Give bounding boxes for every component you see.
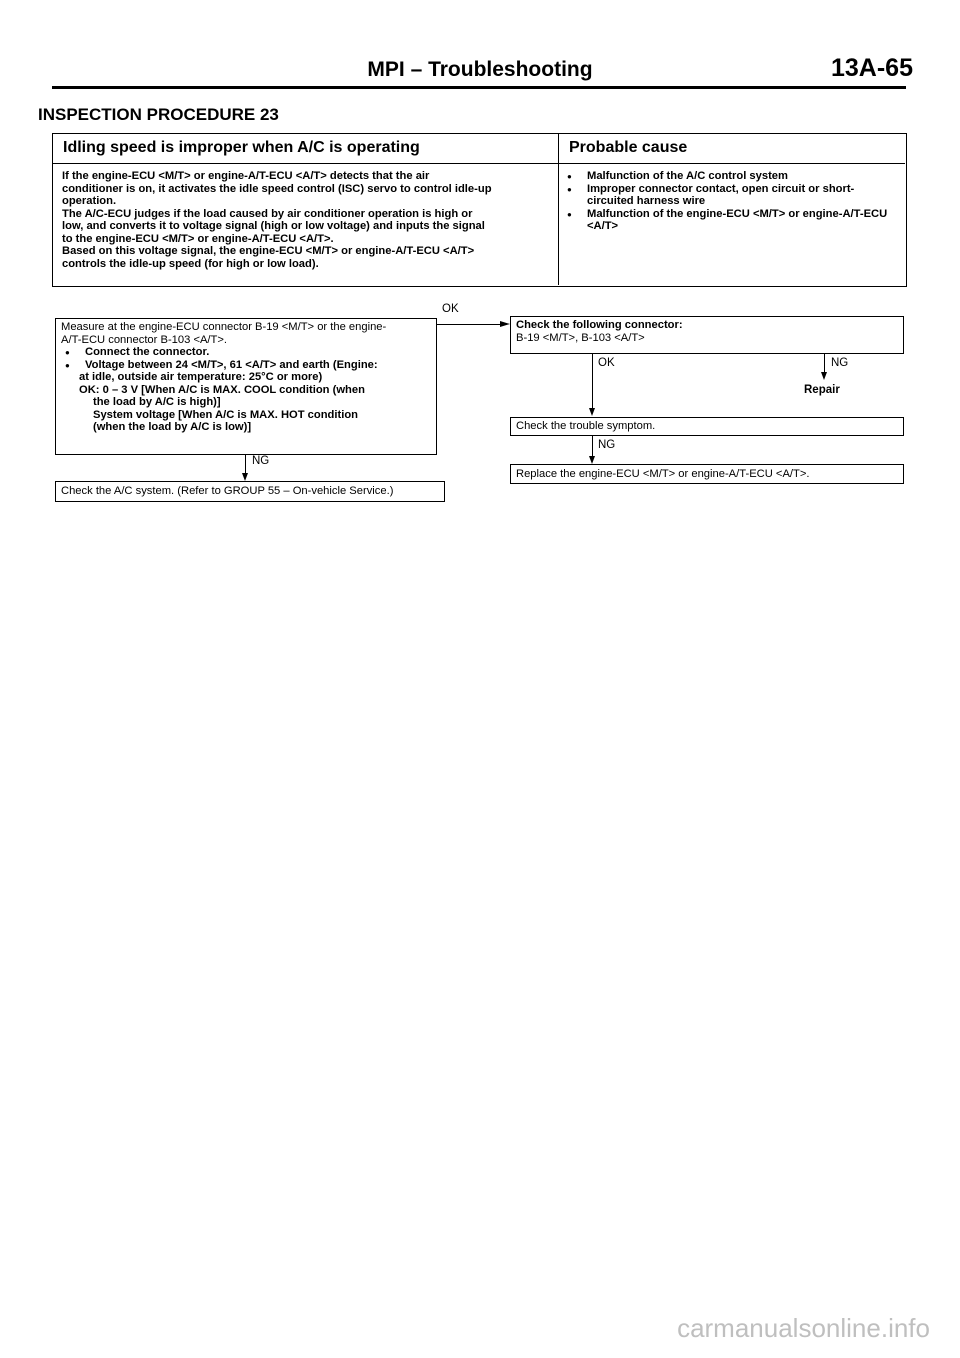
ng-connector-line — [245, 455, 246, 475]
description-line: conditioner is on, it activates the idle speed control (ISC) servo to control idle-up — [62, 182, 492, 195]
trouble-ng-line — [592, 436, 593, 458]
symptom-description — [62, 170, 556, 270]
cause-item: ● Malfunction of the A/C control system — [563, 170, 893, 183]
description-line: Based on this voltage signal, the engine-ECU <M/T> or engine-A/T-ECU <A/T> — [62, 245, 475, 257]
description-line: low, and converts it to voltage signal (high or low voltage) and inputs the signal — [62, 220, 485, 232]
table-header-divider — [53, 163, 905, 164]
check-ac-system-box: Check the A/C system. (Refer to GROUP 55 – On-vehicle Service.) — [55, 481, 445, 502]
description-line: operation. — [62, 195, 117, 207]
description-line: The A/C-ECU judges if the load caused by air conditioner operation is high or — [62, 207, 473, 220]
ok-criterion-label: OK: — [79, 383, 100, 396]
procedure-title: INSPECTION PROCEDURE 23 — [38, 105, 279, 124]
probable-cause-list — [563, 170, 893, 233]
ng-arrow-head — [242, 473, 248, 481]
connector-ng-arrow — [821, 372, 827, 380]
ok-arrow-head — [500, 321, 510, 327]
measure-bullet: ● Connect the connector. — [61, 346, 431, 359]
description-line: If the engine-ECU <M/T> or engine-A/T-ECU <A/T> detects that the air — [62, 170, 430, 182]
summary-table — [52, 133, 907, 287]
connector-line: B-19 <M/T>, B-103 <A/T> — [516, 331, 645, 344]
connector-ng-label: NG — [831, 357, 849, 369]
connector-ok-label: OK — [598, 357, 615, 369]
measure-line: Measure at the engine-ECU connector B-19 <M/T> or the engine- — [61, 321, 387, 333]
trouble-symptom-box: Check the trouble symptom. — [510, 417, 904, 436]
connector-line: Check the following connector: — [516, 319, 683, 331]
connector-ok-arrow — [589, 408, 595, 416]
cause-item: ● Improper connector contact, open circuit or short-circuited harness wire — [563, 183, 893, 208]
measure-ok-criterion — [61, 384, 431, 397]
description-line: to the engine-ECU <M/T> or engine-A/T-ECU <A/T>. — [62, 232, 334, 245]
watermark: carmanualsonline.info — [677, 1313, 930, 1343]
description-line: controls the idle-up speed (for high or low load). — [62, 257, 319, 270]
trouble-ng-arrow — [589, 456, 595, 464]
measure-bullets — [61, 346, 431, 371]
page-number: 13A-65 — [831, 54, 913, 82]
trouble-ng-label: NG — [598, 439, 616, 451]
page-header-title: MPI – Troubleshooting — [367, 58, 593, 81]
measure-step-box — [55, 318, 437, 455]
measure-line: at idle, outside air temperature: 25°C or more) — [79, 371, 323, 383]
ok-criterion-value: 0 – 3 V [When A/C is MAX. COOL condition (when — [102, 383, 365, 396]
header-rule — [52, 86, 906, 89]
repair-label: Repair — [804, 384, 840, 396]
measure-line: the load by A/C is high)] — [93, 396, 221, 408]
symptom-header: Idling speed is improper when A/C is operating — [63, 139, 420, 156]
connector-ng-line — [824, 354, 825, 374]
replace-ecu-box: Replace the engine-ECU <M/T> or engine-A/T-ECU <A/T>. — [510, 464, 904, 484]
connector-ok-line — [592, 354, 593, 410]
cause-item: ● Malfunction of the engine-ECU <M/T> or engine-A/T-ECU <A/T> — [563, 208, 893, 233]
measure-line: A/T-ECU connector B-103 <A/T>. — [61, 333, 228, 346]
ok-connector-line — [437, 324, 503, 325]
probable-cause-header: Probable cause — [569, 139, 688, 156]
connector-check-box — [510, 316, 904, 354]
measure-line: System voltage [When A/C is MAX. HOT condition — [93, 408, 358, 421]
measure-line: (when the load by A/C is low)] — [93, 421, 252, 433]
ok-branch-label: OK — [442, 303, 459, 315]
ng-branch-label: NG — [252, 455, 270, 467]
measure-bullet: ● Voltage between 24 <M/T>, 61 <A/T> and earth (Engine: — [61, 359, 431, 372]
